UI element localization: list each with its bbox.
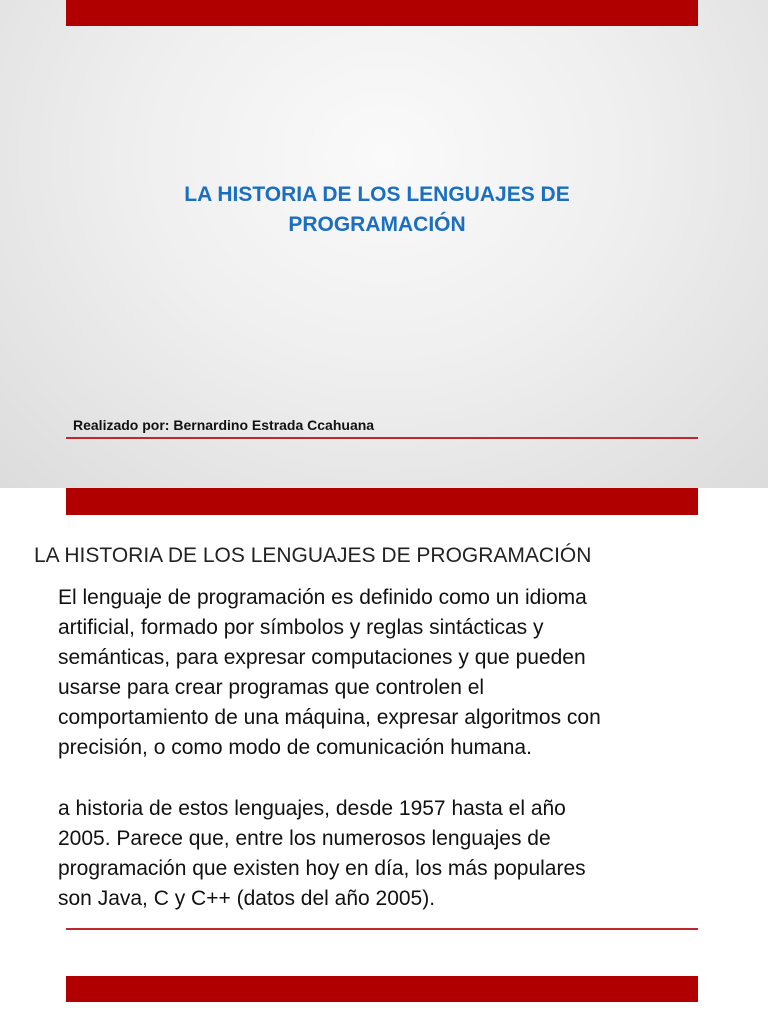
- title-line: PROGRAMACIÓN: [288, 213, 466, 236]
- text-line: 2005. Parece que, entre los numerosos lenguajes de: [58, 827, 551, 850]
- header-bar: [66, 976, 698, 1002]
- text-line: usarse para crear programas que controlen el: [58, 676, 485, 699]
- paragraph-definition: [58, 583, 738, 763]
- text-line: semánticas, para expresar computaciones y que pueden: [58, 646, 586, 669]
- divider-line: [66, 437, 698, 439]
- header-bar: [66, 0, 698, 26]
- divider-line: [66, 928, 698, 930]
- title-line: LA HISTORIA DE LOS LENGUAJES DE: [184, 183, 570, 206]
- text-line: son Java, C y C++ (datos del año 2005).: [58, 887, 436, 910]
- text-line: El lenguaje de programación es definido como un idioma: [58, 586, 587, 609]
- text-line: programación que existen hoy en día, los más populares: [58, 857, 586, 880]
- text-line: a historia de estos lenguajes, desde 1957 hasta el año: [58, 797, 566, 820]
- author-credit: Realizado por: Bernardino Estrada Ccahuana: [73, 417, 375, 433]
- slide-title: [110, 180, 644, 240]
- header-bar: [66, 488, 698, 515]
- slide-3: [0, 976, 768, 1024]
- text-line: comportamiento de una máquina, expresar algoritmos con: [58, 706, 601, 729]
- text-line: artificial, formado por símbolos y reglas sintácticas y: [58, 616, 544, 639]
- slide-2: [0, 488, 768, 976]
- paragraph-history: [58, 794, 738, 914]
- slide-heading: LA HISTORIA DE LOS LENGUAJES DE PROGRAMACIÓN: [34, 544, 592, 567]
- text-line: precisión, o como modo de comunicación humana.: [58, 736, 532, 759]
- slide-1: [0, 0, 768, 488]
